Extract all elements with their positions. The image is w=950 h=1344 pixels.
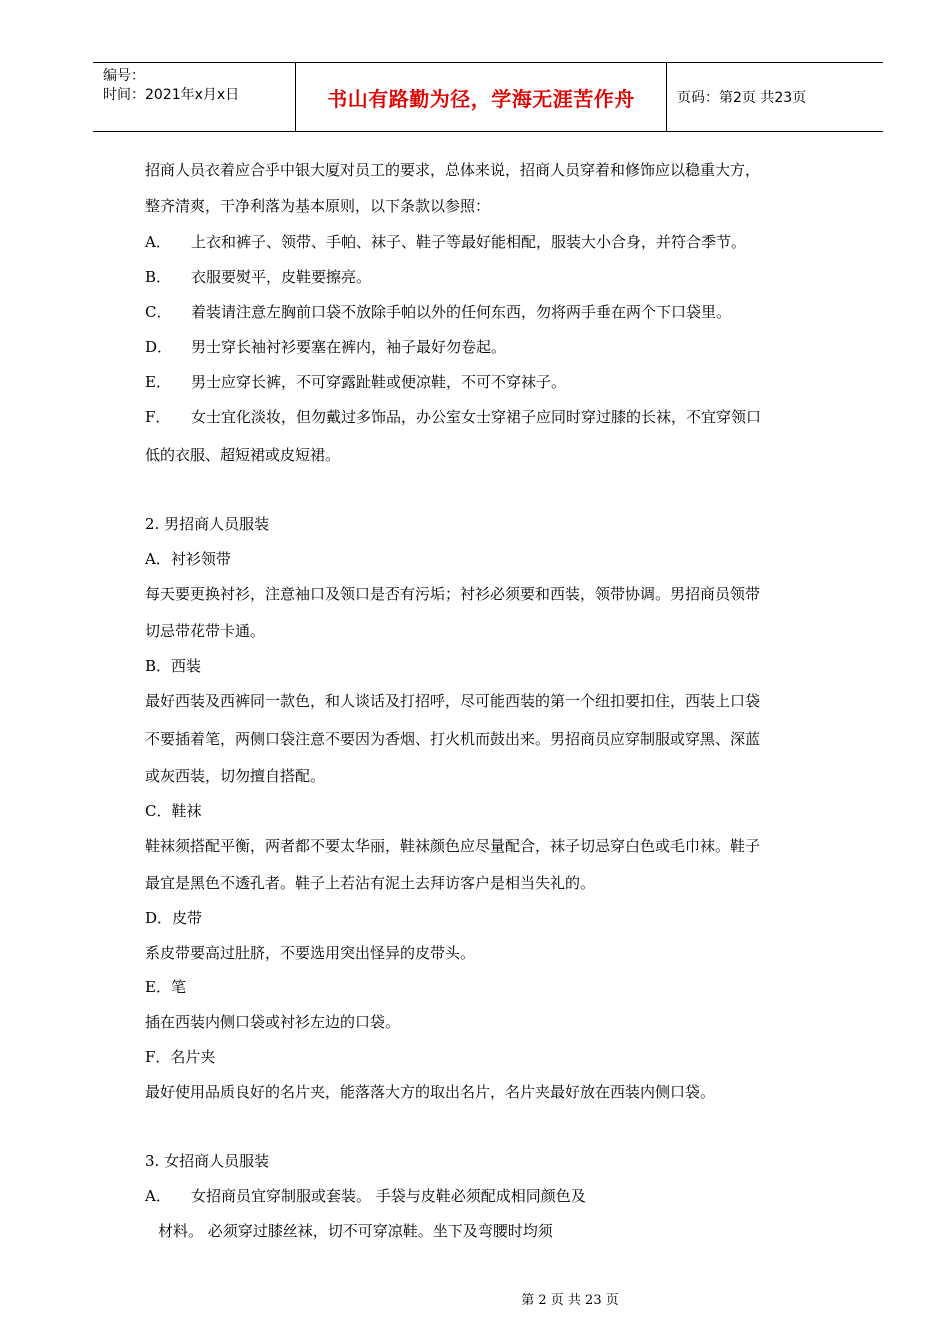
rule-text: 着装请注意左胸前口袋不放除手帕以外的任何东西，勿将两手垂在两个下口袋里。: [191, 303, 732, 321]
rule-label: A．: [145, 233, 171, 251]
intro-line: 招商人员衣着应合乎中银大厦对员工的要求，总体来说，招商人员穿着和修饰应以稳重大方，: [145, 161, 761, 179]
rule-item: [145, 337, 506, 357]
paragraph-line: 每天要更换衬衫，注意袖口及领口是否有污垢；衬衫必须要和西装，领带协调。男招商员领带: [145, 585, 761, 603]
rule-text: 女招商员宜穿制服或套装。 手袋与皮鞋必须配成相同颜色及: [191, 1187, 586, 1205]
header-meta: [93, 63, 295, 131]
intro-line: 整齐清爽，干净利落为基本原则，以下条款以参照：: [145, 197, 491, 215]
paragraph-line: 最宜是黑色不透孔者。鞋子上若沾有泥土去拜访客户是相当失礼的。: [145, 874, 596, 892]
paragraph-line: 系皮带要高过肚脐，不要选用突出怪异的皮带头。: [145, 944, 476, 962]
rule-continuation: 材料。 必须穿过膝丝袜，切不可穿凉鞋。坐下及弯腰时均须: [158, 1222, 553, 1240]
paragraph-line: 最好西装及西裤同一款色，和人谈话及打招呼，尽可能西装的第一个纽扣要扣住，西装上口袋: [145, 692, 761, 710]
paragraph-line: 或灰西装，切勿擅自搭配。: [145, 767, 326, 785]
subsection-title: A．衬衫领带: [145, 550, 231, 568]
subsection-title: E．笔: [145, 978, 186, 996]
rule-label: D．: [145, 338, 173, 356]
rule-label: E．: [145, 373, 171, 391]
page-footer: [0, 1289, 950, 1308]
section-title: 3. 女招商人员服装: [145, 1152, 270, 1170]
rule-label: F．: [145, 408, 171, 426]
rule-item: [145, 267, 371, 287]
paragraph-line: 最好使用品质良好的名片夹，能落落大方的取出名片，名片夹最好放在西装内侧口袋。: [145, 1083, 716, 1101]
header-motto-cell: [295, 63, 667, 131]
date-label: 时间：2021年x月x日: [103, 87, 240, 103]
rule-item: [145, 372, 566, 392]
code-label: 编号：: [103, 68, 145, 84]
rule-text: 女士宜化淡妆，但勿戴过多饰品，办公室女士穿裙子应同时穿过膝的长袜，不宜穿领口: [191, 408, 762, 426]
rule-label: B．: [145, 268, 172, 286]
subsection-title: B．西装: [145, 657, 202, 675]
footer-page-number: 第 2 页 共 23 页: [521, 1293, 619, 1308]
subsection-title: F．名片夹: [145, 1048, 216, 1066]
rule-item: [145, 302, 731, 322]
subsection-title: C．鞋袜: [145, 802, 202, 820]
paragraph-line: 插在西装内侧口袋或衬衫左边的口袋。: [145, 1013, 401, 1031]
rule-text: 衣服要熨平，皮鞋要擦亮。: [191, 268, 372, 286]
rule-text: 上衣和裤子、领带、手帕、袜子、鞋子等最好能相配，服装大小合身，并符合季节。: [191, 233, 747, 251]
rule-text: 男士穿长袖衬衫要塞在裤内，袖子最好勿卷起。: [191, 338, 507, 356]
motto: 书山有路勤为径，学海无涯苦作舟: [327, 86, 635, 111]
rule-item: [145, 232, 746, 252]
subsection-title: D．皮带: [145, 909, 203, 927]
paragraph-line: 切忌带花带卡通。: [145, 622, 266, 640]
rule-text: 男士应穿长裤，不可穿露趾鞋或便凉鞋，不可不穿袜子。: [191, 373, 567, 391]
document-header: [93, 62, 883, 132]
section-title: 2. 男招商人员服装: [145, 515, 270, 533]
page-label: 页码：第2页 共23页: [677, 90, 807, 106]
paragraph-line: 鞋袜须搭配平衡，两者都不要太华丽，鞋袜颜色应尽量配合，袜子切忌穿白色或毛巾袜。鞋子: [145, 837, 761, 855]
rule-label: A．: [145, 1187, 171, 1205]
rule-continuation: 低的衣服、超短裙或皮短裙。: [145, 446, 341, 464]
rule-label: C．: [145, 303, 172, 321]
rule-item: [145, 1186, 586, 1206]
header-page-cell: [667, 63, 883, 131]
paragraph-line: 不要插着笔，两侧口袋注意不要因为香烟、打火机而鼓出来。男招商员应穿制服或穿黑、深蓝: [145, 730, 761, 748]
rule-item: [145, 407, 761, 427]
